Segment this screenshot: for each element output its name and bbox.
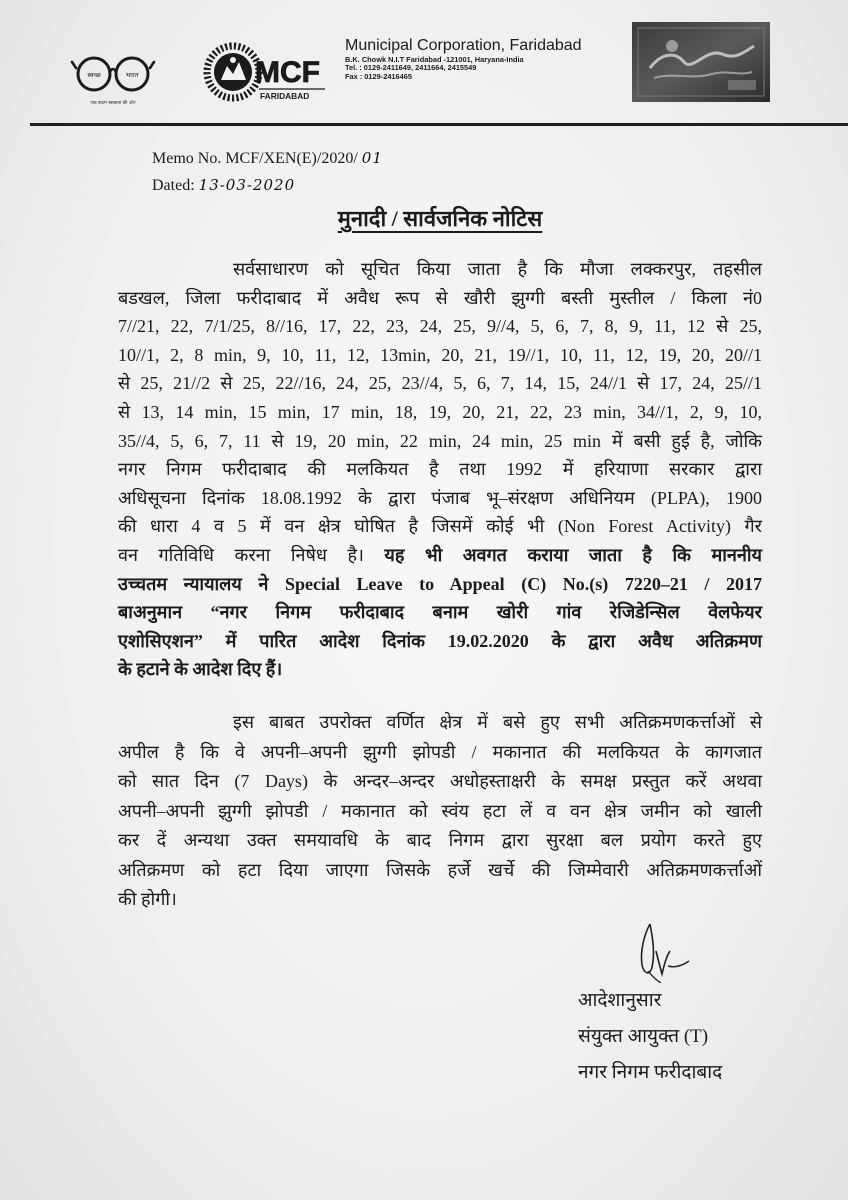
paragraph-line: 10//1, 2, 8 min, 9, 10, 11, 12, 13min, 20, 21, 19//1, 10, 11, 12, 19, 20, 20//1 bbox=[118, 344, 762, 365]
memo-number-label: Memo No. MCF/XEN(E)/2020/ bbox=[152, 150, 358, 167]
org-name: Municipal Corporation, Faridabad bbox=[345, 37, 582, 54]
signature-by-order: आदेशानुसार bbox=[578, 990, 662, 1012]
paragraph-line: की होगी। bbox=[118, 889, 177, 910]
paragraph-line: नगर निगम फरीदाबाद की मलकियत है तथा 1992 में हरियाणा सरकार द्वारा bbox=[118, 459, 762, 480]
header-rule bbox=[30, 123, 848, 126]
memo-number-handwritten: 01 bbox=[361, 149, 383, 167]
signature-office: नगर निगम फरीदाबाद bbox=[578, 1062, 723, 1084]
org-details bbox=[345, 36, 625, 81]
notice-paragraph-1 bbox=[118, 255, 762, 684]
memo-number bbox=[118, 145, 762, 172]
org-tel: Tel. : 0129-2411649, 2411664, 2415549 bbox=[345, 63, 477, 73]
mcf-logo-mark: MCF bbox=[255, 56, 320, 89]
notice-title bbox=[118, 203, 762, 235]
paragraph-line: से 25, 21//2 से 25, 22//16, 24, 25, 23//4, 5, 6, 7, 14, 15, 24//1 से 17, 24, 25//1 bbox=[118, 373, 762, 394]
paragraph-line: बाअनुमान “नगर निगम फरीदाबाद बनाम खोरी गांव रेजिडेन्सिल वेलफेयर bbox=[118, 602, 762, 623]
mcf-logo bbox=[203, 42, 337, 104]
signature-block bbox=[578, 921, 762, 1091]
notice-paragraph-2 bbox=[118, 708, 762, 915]
paragraph-line-bold-text: यह भी अवगत कराया जाता है कि माननीय bbox=[384, 544, 762, 565]
paragraph-line: 7//21, 22, 7/1/25, 8//16, 17, 22, 23, 24, 25, 9//4, 5, 6, 7, 8, 9, 11, 12 से 25, bbox=[118, 316, 762, 337]
signature-designation: संयुक्त आयुक्त (T) bbox=[578, 1026, 709, 1048]
paragraph-line: के हटाने के आदेश दिए हैं। bbox=[118, 659, 283, 680]
org-fax: Fax : 0129-2416465 bbox=[345, 71, 412, 81]
memo-date-handwritten: 13-03-2020 bbox=[198, 176, 296, 194]
memo-date bbox=[118, 172, 762, 199]
paragraph-line: 35//4, 5, 6, 7, 11 से 19, 20 min, 22 min, 24 min, 25 min में बसी हुई है, जोकि bbox=[118, 430, 762, 451]
paragraph-line: अपील है कि वे अपनी–अपनी झुग्गी झोपडी / मकानात की मलकियत के कागजात bbox=[118, 741, 762, 762]
paragraph-line: अधिसूचना दिनांक 18.08.1992 के द्वारा पंजाब भू–संरक्षण अधिनियम (PLPA), 1900 bbox=[118, 487, 762, 508]
paragraph-line: अतिक्रमण को हटा दिया जाएगा जिसके हर्जे खर्चे की जिम्मेवारी अतिक्रमणकर्त्ताओं bbox=[118, 859, 762, 880]
paragraph-line: उच्चतम न्यायालय ने Special Leave to Appeal (C) No.(s) 7220–21 / 2017 bbox=[118, 573, 762, 594]
org-address: B.K. Chowk N.I.T Faridabad -121001, Haryana-India bbox=[345, 55, 524, 64]
swachh-left-lens-text: स्वच्छ bbox=[87, 71, 101, 79]
swachh-tagline: एक कदम स्वच्छता की ओर bbox=[90, 101, 136, 106]
mcf-logo-city: FARIDABAD bbox=[260, 91, 310, 101]
paragraph-line-text: वन गतिविधि करना निषेध है। bbox=[118, 544, 364, 565]
swachh-bharat-logo bbox=[70, 50, 156, 110]
city-emblem-image bbox=[632, 22, 770, 102]
paragraph-line: की धारा 4 व 5 में वन क्षेत्र घोषित है जिसमें कोई भी (Non Forest Activity) गैर bbox=[118, 516, 762, 537]
paragraph-line: बडखल, जिला फरीदाबाद में अवैध रूप से खौरी झुग्गी बस्ती मुस्तील / किला नं0 bbox=[118, 287, 762, 308]
paragraph-line: इस बाबत उपरोक्त वर्णित क्षेत्र में बसे हुए सभी अतिक्रमणकर्त्ताओं से bbox=[233, 711, 762, 732]
notice-title-text: मुनादी / सार्वजनिक नोटिस bbox=[337, 206, 543, 231]
paragraph-line: से 13, 14 min, 15 min, 17 min, 18, 19, 20, 21, 22, 23 min, 34//1, 2, 9, 10, bbox=[118, 401, 762, 422]
swachh-right-lens-text: भारत bbox=[125, 71, 139, 79]
signature bbox=[578, 921, 762, 983]
paragraph-line: एशोसिएशन” में पारित आदेश दिनांक 19.02.2020 के द्वारा अवैध अतिक्रमण bbox=[118, 630, 762, 651]
paragraph-line bbox=[118, 541, 762, 570]
paragraph-line: कर दें अन्यथा उक्त समयावधि के बाद निगम द्वारा सुरक्षा बल प्रयोग करते हुए bbox=[118, 830, 762, 851]
notice-body bbox=[118, 145, 762, 1091]
paragraph-line: को सात दिन (7 Days) के अन्दर–अन्दर अधोहस्ताक्षरी के समक्ष प्रस्तुत करें अथवा bbox=[118, 771, 762, 792]
memo-date-label: Dated: bbox=[152, 177, 195, 194]
paragraph-line: अपनी–अपनी झुग्गी झोपडी / मकानात को स्वंय हटा लें व वन क्षेत्र जमीन को खाली bbox=[118, 800, 762, 821]
paragraph-line: सर्वसाधारण को सूचित किया जाता है कि मौजा लक्करपुर, तहसील bbox=[233, 259, 762, 279]
